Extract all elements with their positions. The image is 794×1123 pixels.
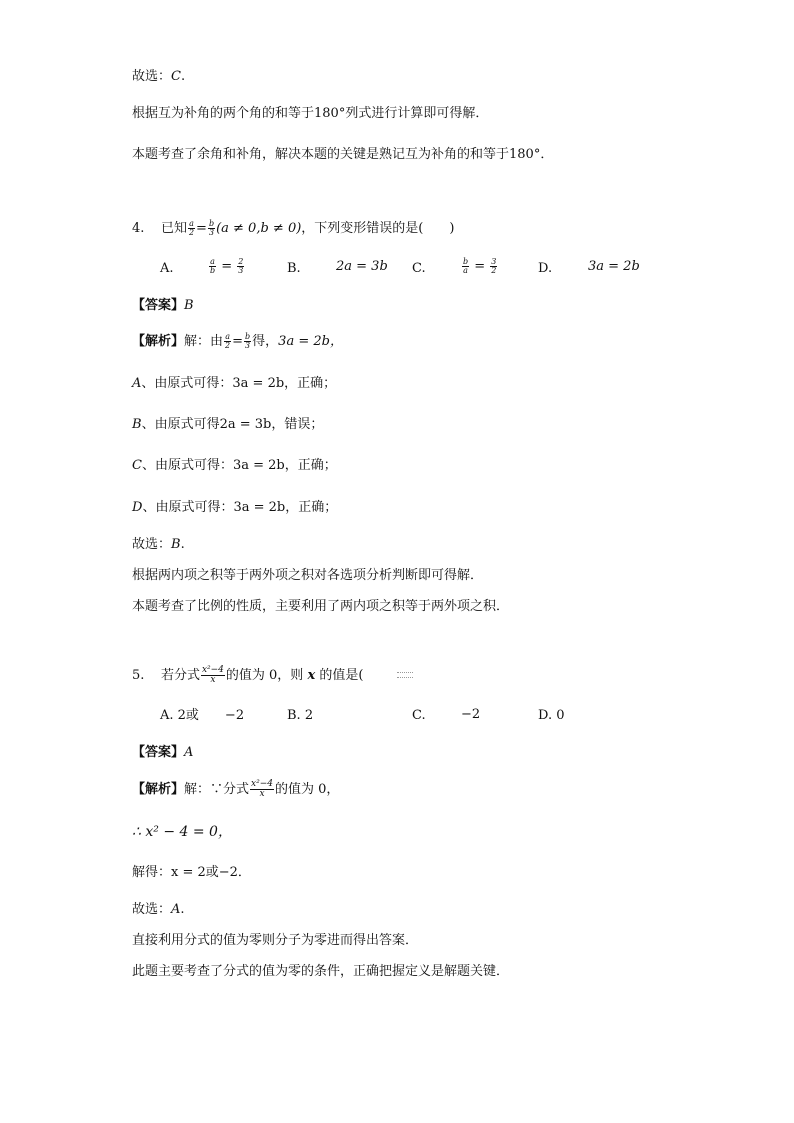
- option-letter: C: [132, 458, 142, 473]
- answer-pick-end: .: [180, 69, 186, 84]
- fraction-x2-minus-4-over-x: [250, 780, 274, 799]
- option-c-value: −2: [461, 707, 481, 722]
- answer-pick-end: .: [180, 537, 185, 552]
- frac-den: b: [210, 266, 216, 275]
- solution-note-2: 此题主要考查了分式的值为零的条件，正确把握定义是解题关键．: [132, 964, 510, 979]
- frac-den: 3: [208, 228, 215, 237]
- solution-note-1: 根据互为补角的两个角的和等于180°列式进行计算即可得解．: [132, 106, 489, 121]
- answer-pick-line: [132, 536, 185, 554]
- frac-num: x²−4: [201, 665, 224, 675]
- option-b-label: B.: [287, 261, 301, 276]
- option-d: D. 0: [538, 708, 565, 723]
- frac-num: b: [208, 219, 215, 228]
- question-5-stem: [132, 666, 363, 685]
- frac-den: 2: [225, 341, 231, 350]
- answer-line: [132, 297, 194, 315]
- frac-den: 3: [245, 341, 251, 350]
- fraction-b-over-3: [244, 333, 251, 350]
- option-d-expr: 3a = 2b: [588, 259, 640, 274]
- explanation-result: 3a = 2b，: [278, 334, 343, 349]
- explanation-mid: 得，: [252, 334, 279, 349]
- frac-num: 2: [238, 257, 244, 266]
- check-line-c: [132, 457, 337, 475]
- answer-pick-value: A: [171, 902, 181, 917]
- frac-num: x²−4: [251, 779, 273, 789]
- answer-pick-end: .: [180, 902, 185, 917]
- frac-den: 3: [238, 266, 244, 275]
- option-label: A.: [160, 261, 174, 276]
- answer-pick-line: [132, 68, 185, 86]
- option-c-label: C.: [412, 708, 426, 723]
- explanation-tag: 【解析】: [132, 782, 185, 797]
- frac-den: 2: [491, 266, 497, 275]
- explanation-line: [132, 780, 339, 799]
- frac-num: a: [210, 257, 215, 266]
- answer-tag: 【答案】: [132, 298, 185, 313]
- question-number: 5.: [132, 668, 145, 683]
- fraction-x2-minus-4-over-x: [201, 666, 225, 685]
- option-a: A. 2或 −2: [160, 708, 245, 723]
- answer-value: B: [184, 298, 194, 313]
- explanation-prefix: 解：由: [184, 334, 224, 349]
- explanation-prefix: 解：∵分式: [184, 782, 250, 797]
- check-line-b: [132, 416, 323, 434]
- frac-num: 3: [491, 257, 497, 266]
- fraction-b-over-3: [208, 220, 215, 237]
- explanation-line: 【解析】解：由 $\frac{a}{2}$ = $\frac{b}{3}$ 得，3a = 2b，: [132, 332, 343, 350]
- stem-prefix: 若分式: [160, 668, 200, 683]
- derivation-line-2: 解得：x = 2或−2．: [132, 865, 251, 880]
- derivation-line-1: ∴ x² − 4 = 0，: [132, 824, 232, 840]
- answer-pick-value: C: [171, 69, 181, 84]
- option-a: [160, 260, 174, 278]
- stem-suffix: ，下列变形错误的是( ): [301, 221, 455, 236]
- option-b: B. 2: [287, 708, 314, 723]
- option-d-label: D.: [538, 261, 553, 276]
- frac-den: 2: [188, 228, 195, 237]
- option-c-expr: $\frac{b}{a}$ = $\frac{3}{2}$: [463, 257, 497, 275]
- option-c-label: C.: [412, 261, 426, 276]
- frac-num: a: [189, 219, 194, 228]
- check-line-d: [132, 499, 337, 517]
- question-number: 4.: [132, 221, 145, 236]
- equals-sign: =: [196, 221, 207, 236]
- question-4-stem: [132, 220, 454, 238]
- fraction-a-over-2: [224, 333, 231, 350]
- answer-line: [132, 744, 193, 762]
- frac-den: x: [259, 789, 265, 799]
- frac-num: b: [463, 257, 469, 266]
- stem-suffix: 的值为 0，则: [225, 668, 308, 683]
- frac-den: x: [210, 675, 216, 685]
- frac-num: b: [245, 332, 251, 341]
- solution-note-2: 本题考查了比例的性质，主要利用了两内项之积等于两外项之积．: [132, 599, 510, 614]
- frac-3-over-2: [490, 258, 497, 275]
- variable-x: x: [307, 668, 316, 683]
- blank-placeholder-mark: [397, 672, 413, 678]
- option-letter: A: [132, 376, 142, 391]
- answer-tag: 【答案】: [132, 745, 185, 760]
- answer-pick-label: 故选：: [132, 902, 172, 917]
- solution-note-1: 直接利用分式的值为零则分子为零进而得出答案．: [132, 933, 419, 948]
- check-line-a: [132, 375, 336, 393]
- explanation-suffix: 的值为 0，: [274, 782, 340, 797]
- check-text: 、由原式可得：3a = 2b，正确；: [141, 458, 337, 473]
- option-a-expr: $\frac{a}{b}$ = $\frac{2}{3}$: [210, 257, 244, 275]
- frac-b-over-a: [462, 258, 469, 275]
- condition: (a ≠ 0,b ≠ 0): [216, 221, 302, 236]
- frac-num: a: [225, 332, 230, 341]
- fraction-a-over-2: [188, 220, 195, 237]
- answer-pick-value: B: [171, 537, 181, 552]
- check-text: 、由原式可得：3a = 2b，正确；: [141, 376, 337, 391]
- option-letter: D: [132, 500, 143, 515]
- answer-value: A: [184, 745, 194, 760]
- check-text: 、由原式可得2a = 3b，错误；: [141, 417, 324, 432]
- solution-note-2: 本题考查了余角和补角，解决本题的关键是熟记互为补角的和等于180°．: [132, 147, 554, 162]
- option-letter: B: [132, 417, 142, 432]
- answer-pick-line: [132, 901, 185, 919]
- stem-end: 的值是(: [315, 668, 364, 683]
- option-b-expr: 2a = 3b: [336, 259, 388, 274]
- stem-prefix: 已知: [160, 221, 187, 236]
- solution-note-1: 根据两内项之积等于两外项之积对各选项分析判断即可得解．: [132, 568, 484, 583]
- frac-den: a: [463, 266, 468, 275]
- answer-pick-label: 故选：: [132, 537, 172, 552]
- frac-2-over-3: [237, 258, 244, 275]
- check-text: 、由原式可得：3a = 2b，正确；: [142, 500, 338, 515]
- answer-pick-label: 故选：: [132, 69, 172, 84]
- explanation-tag: 【解析】: [132, 334, 185, 349]
- frac-a-over-b: [209, 258, 216, 275]
